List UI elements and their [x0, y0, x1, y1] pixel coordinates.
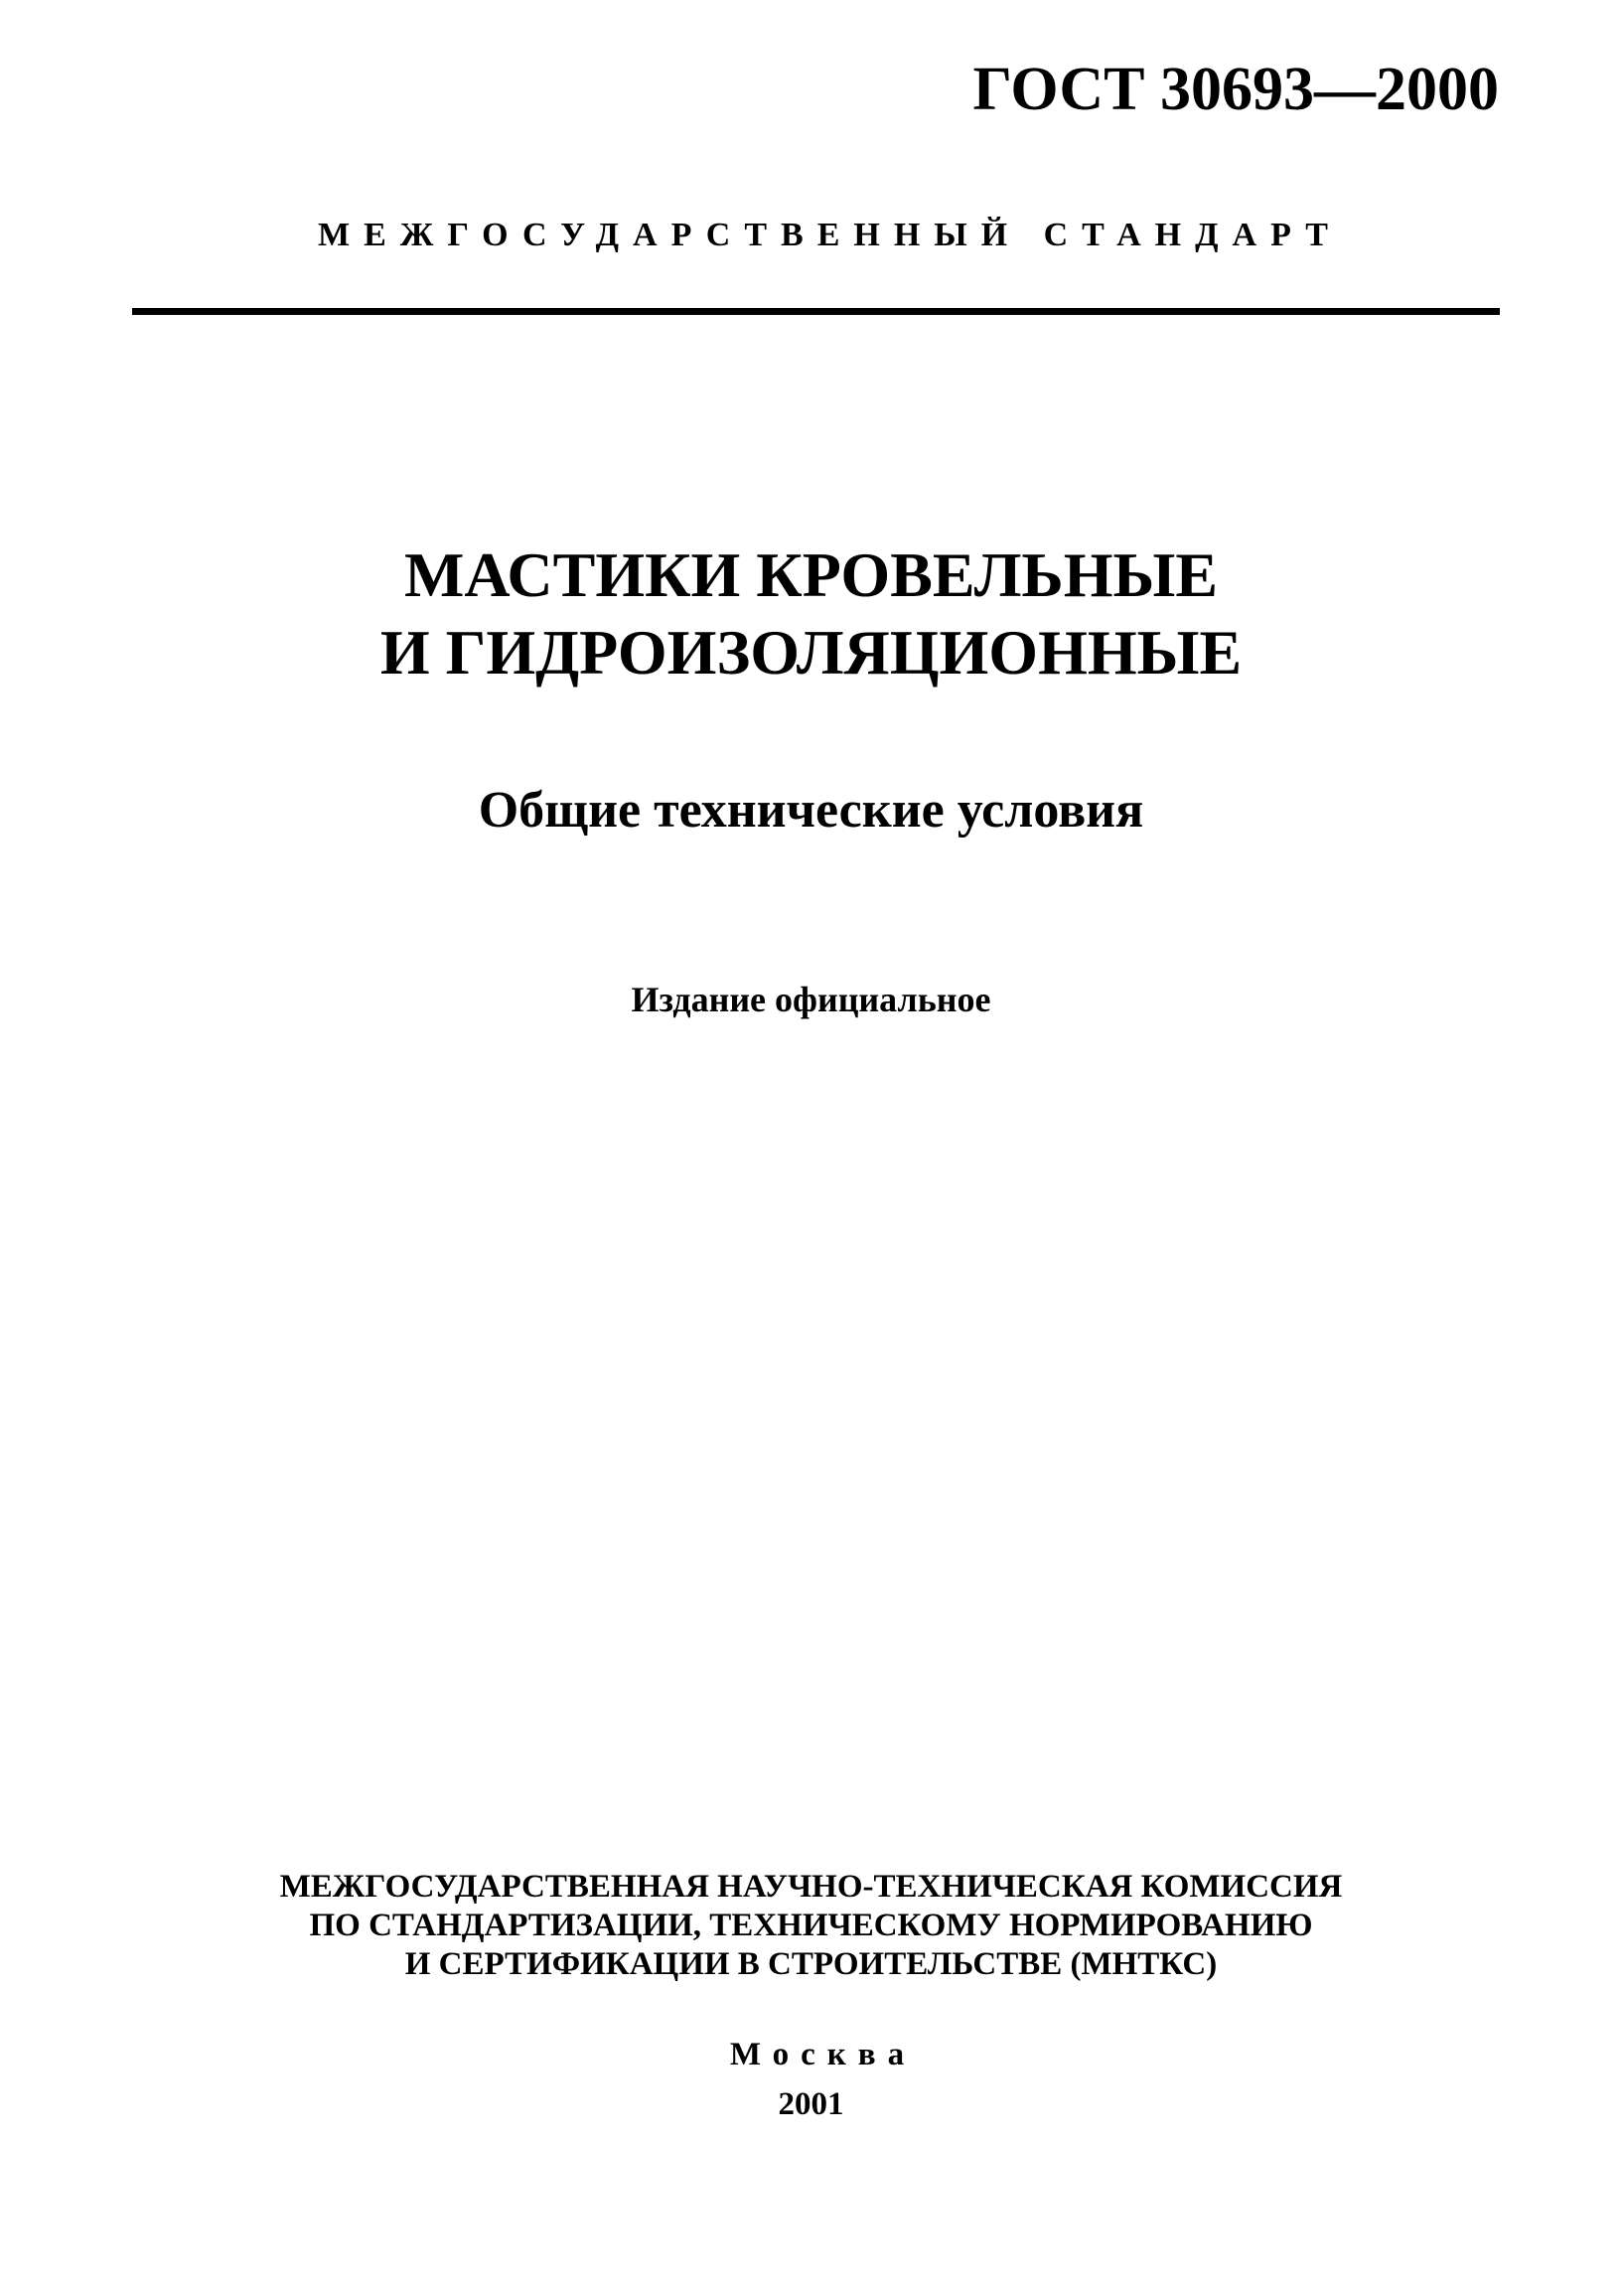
header-divider [132, 308, 1500, 315]
publisher-line-3: И СЕРТИФИКАЦИИ В СТРОИТЕЛЬСТВЕ (МНТКС) [404, 1946, 1218, 1982]
standard-type-label: МЕЖГОСУДАРСТВЕННЫЙ СТАНДАРТ [318, 217, 1342, 253]
publisher-line-1: МЕЖГОСУДАРСТВЕННАЯ НАУЧНО-ТЕХНИЧЕСКАЯ КОМИССИЯ [279, 1869, 1343, 1905]
publisher-line-2: ПО СТАНДАРТИЗАЦИИ, ТЕХНИЧЕСКОМУ НОРМИРОВАНИЮ [309, 1908, 1313, 1943]
document-title-line-1: МАСТИКИ КРОВЕЛЬНЫЕ [403, 539, 1219, 610]
document-title-line-2: И ГИДРОИЗОЛЯЦИОННЫЕ [379, 617, 1243, 688]
publication-city: Москва [729, 2037, 917, 2072]
publication-year: 2001 [778, 2086, 844, 2122]
document-code: ГОСТ 30693—2000 [972, 56, 1499, 123]
document-subtitle: Общие технические условия [478, 782, 1144, 839]
edition-note: Издание официальное [631, 980, 991, 1019]
